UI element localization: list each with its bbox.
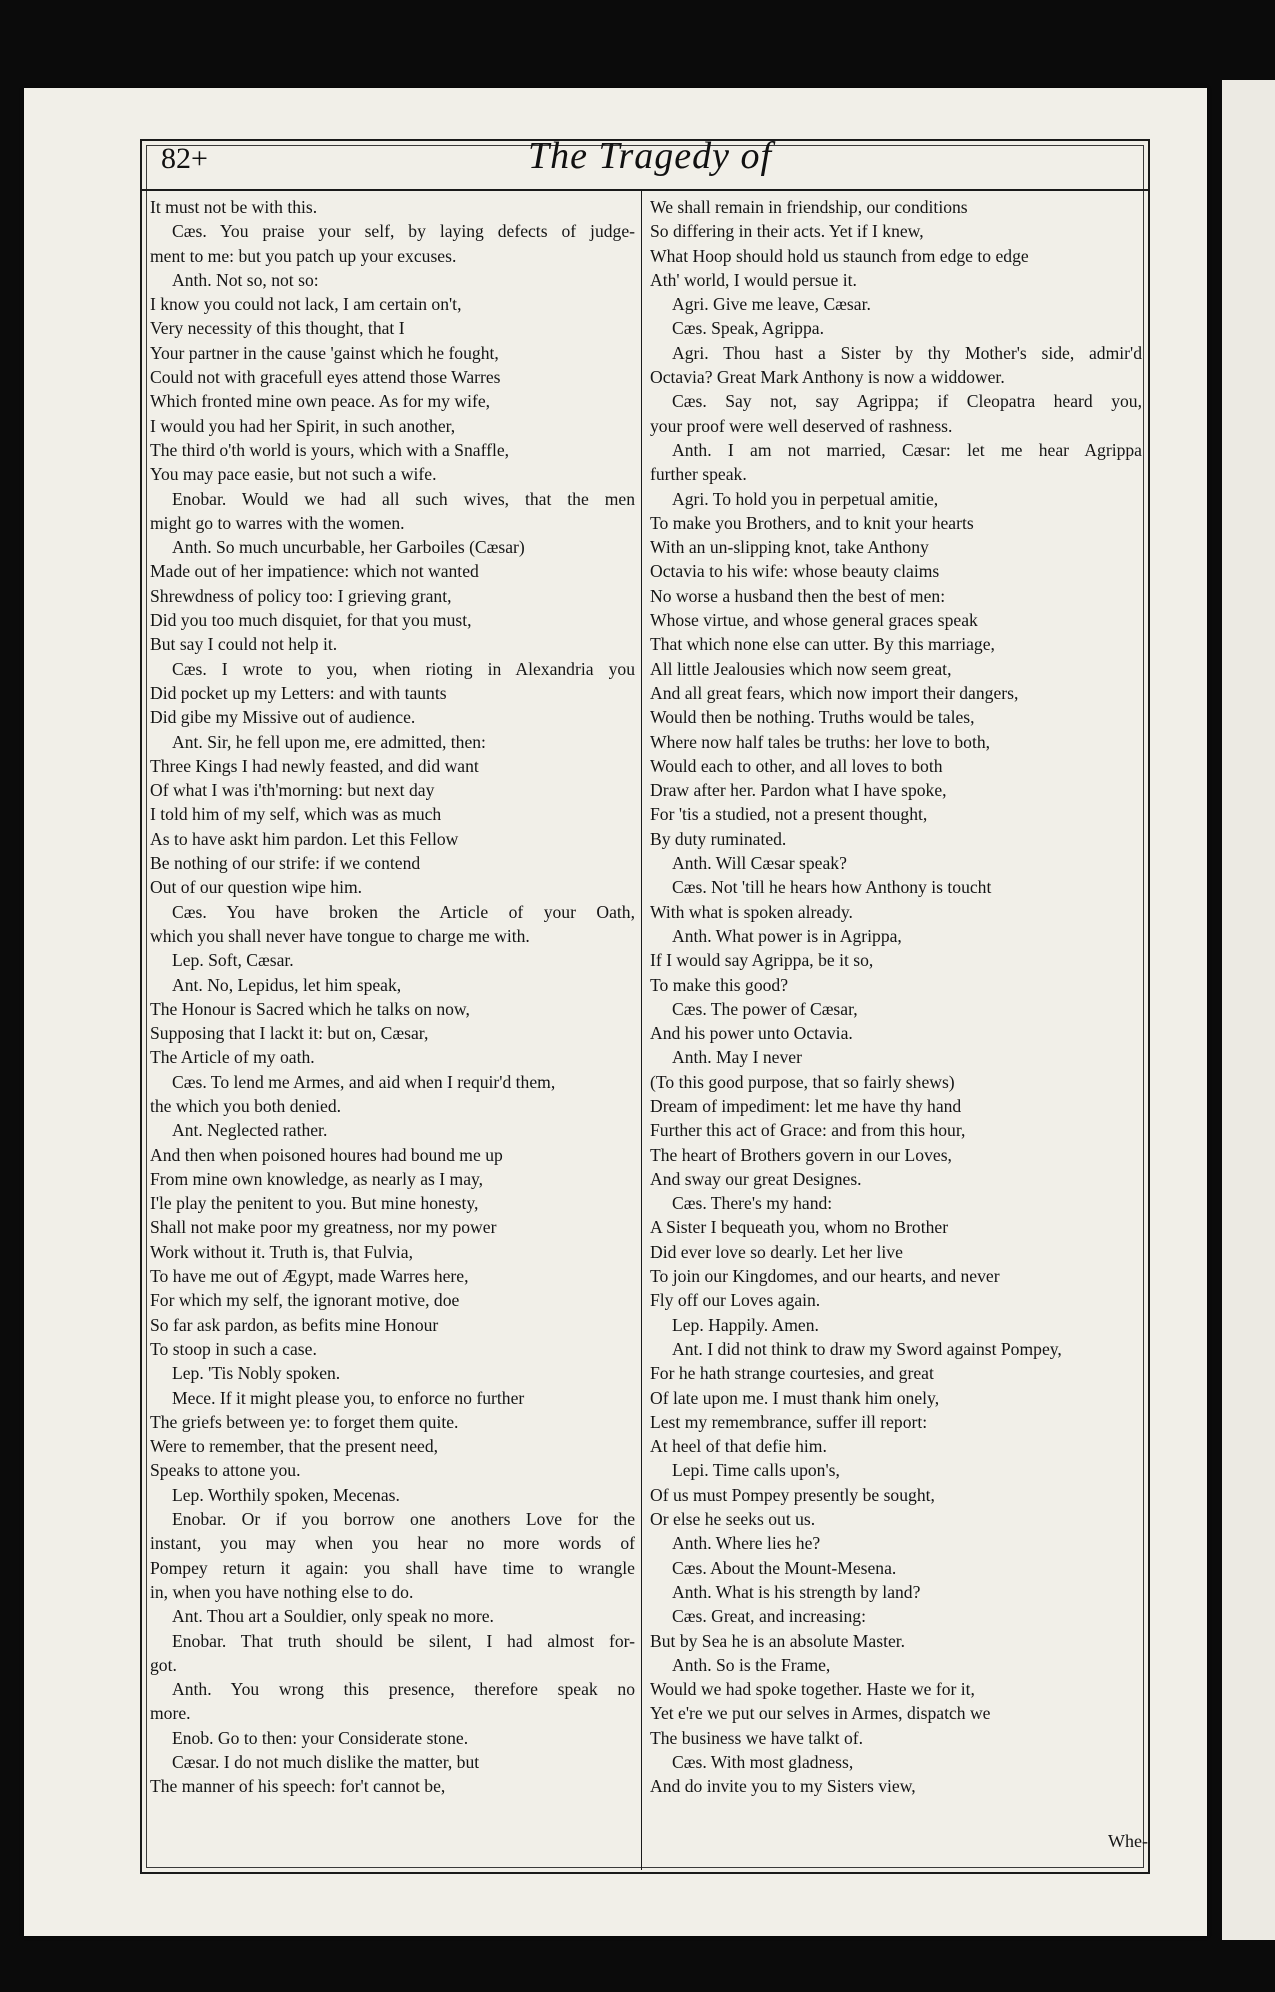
text-line: Whose virtue, and whose general graces speak	[650, 610, 978, 631]
text-line: So differing in their acts. Yet if I knew,	[650, 221, 924, 242]
text-line: But say I could not help it.	[150, 634, 338, 655]
text-line: Lep. Soft, Cæsar.	[172, 950, 294, 971]
text-line: your proof were well deserved of rashness.	[650, 415, 953, 436]
text-line: Supposing that I lackt it: but on, Cæsar,	[150, 1023, 429, 1044]
left-text-column	[150, 195, 635, 1799]
right-text-column	[650, 195, 1142, 1799]
text-line: Fly off our Loves again.	[650, 1290, 821, 1311]
text-line: Anth. You wrong this presence, therefore speak no	[172, 1679, 635, 1700]
text-line: Which fronted mine own peace. As for my wife,	[150, 391, 491, 412]
text-line: Of us must Pompey presently be sought,	[650, 1484, 935, 1505]
text-line: Made out of her impatience: which not wanted	[150, 561, 479, 582]
text-line: more.	[150, 1703, 191, 1724]
text-line: ment to me: but you patch up your excuses.	[150, 245, 457, 266]
adjacent-page-edge	[1222, 80, 1275, 1940]
text-line: Would then be nothing. Truths would be tales,	[650, 707, 975, 728]
text-line: Anth. I am not married, Cæsar: let me hear Agrippa	[672, 439, 1142, 460]
text-line: Mece. If it might please you, to enforce no further	[172, 1387, 525, 1408]
text-line: With what is spoken already.	[650, 901, 853, 922]
text-line: Speaks to attone you.	[150, 1460, 301, 1481]
text-line: Three Kings I had newly feasted, and did want	[150, 755, 479, 776]
text-line: further speak.	[650, 464, 747, 485]
text-line: Enobar. Would we had all such wives, that the men	[172, 488, 635, 509]
text-line: Did you too much disquiet, for that you must,	[150, 610, 472, 631]
text-line: Did gibe my Missive out of audience.	[150, 707, 416, 728]
text-line: Your partner in the cause 'gainst which he fought,	[150, 342, 499, 363]
text-line: Agri. Thou hast a Sister by thy Mother's side, admir'd	[672, 342, 1142, 363]
text-line: might go to warres with the women.	[150, 512, 405, 533]
text-line: Of late upon me. I must thank him onely,	[650, 1387, 940, 1408]
text-line: Cæs. There's my hand:	[672, 1193, 833, 1214]
text-line: Cæsar. I do not much dislike the matter, but	[172, 1752, 480, 1772]
text-line: Cæs. Say not, say Agrippa; if Cleopatra heard you,	[672, 391, 1142, 412]
text-line: got.	[150, 1654, 177, 1675]
text-line: The third o'th world is yours, which with a Snaffle,	[150, 439, 510, 460]
text-line: Out of our question wipe him.	[150, 877, 363, 898]
text-line: And sway our great Designes.	[650, 1168, 862, 1189]
text-line: The Honour is Sacred which he talks on now,	[150, 998, 470, 1019]
text-line: To make you Brothers, and to knit your hearts	[650, 512, 974, 533]
text-line: Ant. I did not think to draw my Sword against Pompey,	[672, 1338, 1062, 1359]
text-line: Lest my remembrance, suffer ill report:	[650, 1411, 928, 1432]
text-line: Would each to other, and all loves to both	[650, 755, 943, 776]
text-line: Very necessity of this thought, that I	[150, 318, 405, 339]
text-line: instant, you may when you hear no more words of	[150, 1533, 635, 1554]
text-line: To make this good?	[650, 974, 789, 995]
text-line: Anth. Not so, not so:	[172, 269, 319, 290]
text-line: Ant. Thou art a Souldier, only speak no more.	[172, 1606, 494, 1627]
text-line: Agri. To hold you in perpetual amitie,	[672, 488, 939, 509]
text-line: The heart of Brothers govern in our Loves,	[650, 1144, 952, 1165]
text-line: Be nothing of our strife: if we contend	[150, 853, 421, 874]
text-line: That which none else can utter. By this marriage,	[650, 634, 995, 655]
text-line: Work without it. Truth is, that Fulvia,	[150, 1241, 414, 1262]
text-line: Of what I was i'th'morning: but next day	[150, 780, 435, 801]
text-line: By duty ruminated.	[650, 828, 787, 849]
text-line: But by Sea he is an absolute Master.	[650, 1630, 906, 1651]
text-line: Lep. 'Tis Nobly spoken.	[172, 1363, 341, 1384]
page-number: 82+	[161, 142, 208, 175]
text-line: For 'tis a studied, not a present thought,	[650, 804, 928, 825]
text-line: Draw after her. Pardon what I have spoke,	[650, 780, 947, 801]
text-line: I would you had her Spirit, in such another,	[150, 415, 456, 436]
text-line: Cæs. To lend me Armes, and aid when I requir'd them,	[172, 1071, 556, 1092]
text-line: The business we have talkt of.	[650, 1727, 864, 1748]
text-line: Cæs. Not 'till he hears how Anthony is toucht	[672, 877, 992, 898]
text-line: the which you both denied.	[150, 1095, 342, 1116]
text-line: If I would say Agrippa, be it so,	[650, 950, 874, 971]
text-line: Anth. May I never	[672, 1047, 802, 1068]
text-line: Dream of impediment: let me have thy hand	[650, 1095, 962, 1116]
text-line: Anth. So is the Frame,	[672, 1654, 831, 1675]
text-line: To join our Kingdomes, and our hearts, and never	[650, 1266, 1000, 1287]
text-line: Ant. Neglected rather.	[172, 1120, 328, 1141]
text-line: At heel of that defie him.	[650, 1436, 827, 1457]
text-line: What Hoop should hold us staunch from edge to edge	[650, 245, 1029, 266]
text-line: All little Jealousies which now seem great,	[650, 658, 952, 679]
text-line: The Article of my oath.	[150, 1047, 315, 1068]
text-line: No worse a husband then the best of men:	[650, 585, 946, 606]
text-line: And then when poisoned houres had bound me up	[150, 1144, 503, 1165]
text-line: Could not with gracefull eyes attend those Warres	[150, 367, 501, 388]
text-line: Agri. Give me leave, Cæsar.	[672, 294, 871, 315]
text-line: To have me out of Ægypt, made Warres here,	[150, 1266, 469, 1287]
text-line: Cæs. The power of Cæsar,	[672, 998, 858, 1019]
text-line: Cæs. You have broken the Article of your Oath,	[172, 901, 635, 922]
text-line: And do invite you to my Sisters view,	[650, 1776, 916, 1797]
text-line: And all great fears, which now import their dangers,	[650, 682, 1019, 703]
text-line: Would we had spoke together. Haste we for it,	[650, 1679, 975, 1700]
text-line: A Sister I bequeath you, whom no Brother	[650, 1217, 949, 1238]
text-line: It must not be with this.	[150, 197, 318, 217]
text-line: I told him of my self, which was as much	[150, 804, 442, 825]
column-divider	[641, 189, 642, 1870]
text-line: Lepi. Time calls upon's,	[672, 1460, 840, 1481]
text-line: Pompey return it again: you shall have time to wrangle	[150, 1557, 635, 1578]
text-line: Octavia to his wife: whose beauty claims	[650, 561, 940, 582]
text-line: I know you could not lack, I am certain on't,	[150, 294, 462, 315]
text-line: Shrewdness of policy too: I grieving grant,	[150, 585, 452, 606]
text-line: which you shall never have tongue to charge me with.	[150, 925, 530, 946]
text-line: Cæs. Speak, Agrippa.	[672, 318, 824, 339]
text-line: Cæs. You praise your self, by laying defects of judge-	[172, 221, 635, 242]
text-line: So far ask pardon, as befits mine Honour	[150, 1314, 439, 1335]
text-line: As to have askt him pardon. Let this Fellow	[150, 828, 459, 849]
text-line: Enobar. That truth should be silent, I had almost for-	[172, 1630, 635, 1651]
catchword: Whe-	[1108, 1831, 1148, 1851]
text-line: The manner of his speech: for't cannot be,	[150, 1776, 446, 1797]
text-line: Cæs. About the Mount-Mesena.	[672, 1557, 897, 1578]
text-line: Did ever love so dearly. Let her live	[650, 1241, 903, 1262]
text-line: Where now half tales be truths: her love to both,	[650, 731, 991, 752]
header-rule	[140, 189, 1148, 191]
text-line: (To this good purpose, that so fairly shews)	[650, 1071, 955, 1092]
text-line: in, when you have nothing else to do.	[150, 1581, 414, 1602]
text-line: Anth. What is his strength by land?	[672, 1581, 921, 1602]
text-line: You may pace easie, but not such a wife.	[150, 464, 437, 485]
text-line: Anth. Where lies he?	[672, 1533, 821, 1554]
text-line: Cæs. With most gladness,	[672, 1752, 854, 1772]
text-line: Anth. What power is in Agrippa,	[672, 925, 902, 946]
text-line: With an un-slipping knot, take Anthony	[650, 537, 929, 558]
text-line: For which my self, the ignorant motive, doe	[150, 1290, 460, 1311]
text-line: From mine own knowledge, as nearly as I may,	[150, 1168, 484, 1189]
text-line: Anth. So much uncurbable, her Garboiles (Cæsar)	[172, 537, 525, 558]
text-line: Ath' world, I would persue it.	[650, 269, 857, 290]
text-line: For he hath strange courtesies, and great	[650, 1363, 934, 1384]
text-line: I'le play the penitent to you. But mine honesty,	[150, 1193, 479, 1214]
text-line: Octavia? Great Mark Anthony is now a widdower.	[650, 367, 1005, 388]
text-line: The griefs between ye: to forget them quite.	[150, 1411, 459, 1432]
text-line: Enob. Go to then: your Considerate stone.	[172, 1727, 469, 1748]
text-line: Or else he seeks out us.	[650, 1509, 816, 1530]
text-line: Did pocket up my Letters: and with taunts	[150, 682, 447, 703]
text-line: Ant. Sir, he fell upon me, ere admitted, then:	[172, 731, 486, 752]
running-head: The Tragedy of	[527, 135, 773, 177]
text-line: Enobar. Or if you borrow one anothers Love for the	[172, 1509, 635, 1530]
text-line: Lep. Happily. Amen.	[672, 1314, 819, 1335]
text-line: Lep. Worthily spoken, Mecenas.	[172, 1484, 400, 1505]
text-line: Anth. Will Cæsar speak?	[672, 853, 847, 874]
text-line: To stoop in such a case.	[150, 1338, 317, 1359]
text-line: And his power unto Octavia.	[650, 1023, 853, 1044]
text-line: Further this act of Grace: and from this hour,	[650, 1120, 966, 1141]
text-line: Shall not make poor my greatness, nor my power	[150, 1217, 497, 1238]
text-line: We shall remain in friendship, our conditions	[650, 197, 968, 217]
text-line: Cæs. I wrote to you, when rioting in Alexandria you	[172, 658, 635, 679]
text-line: Ant. No, Lepidus, let him speak,	[172, 974, 402, 995]
text-line: Cæs. Great, and increasing:	[672, 1606, 866, 1627]
text-line: Were to remember, that the present need,	[150, 1436, 439, 1457]
text-line: Yet e're we put our selves in Armes, dispatch we	[650, 1703, 991, 1724]
